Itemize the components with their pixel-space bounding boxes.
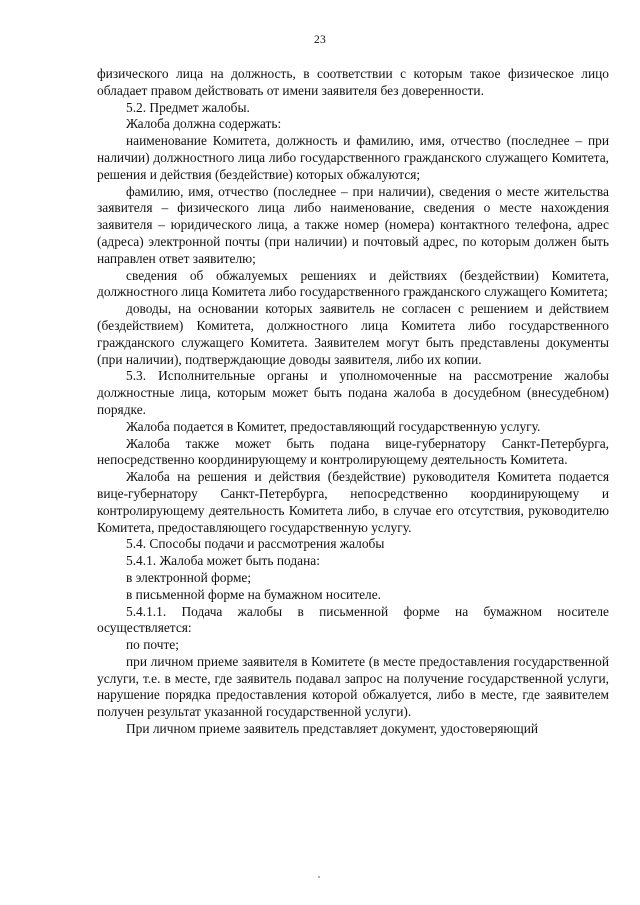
list-item: сведения об обжалуемых решениях и действиях (бездействии) Комитета, должностного лица Комитета либо государственного гражданского служащего Комитета; (97, 267, 609, 300)
list-item: по почте; (126, 637, 179, 653)
section-heading: 5.4. Способы подачи и рассмотрения жалобы (126, 536, 385, 552)
paragraph: физического лица на должность, в соответствии с которым такое физическое лицо обладает правом действовать от имени заявителя без доверенности. (97, 66, 609, 98)
list-item: наименование Комитета, должность и фамилию, имя, отчество (последнее – при наличии) должностного лица либо государственного гражданского служащего Комитета, решения и действия (бездействие) которых обжалуются; (97, 133, 609, 182)
paragraph: При личном приеме заявитель представляет документ, удостоверяющий (126, 721, 539, 737)
section-heading: 5.4.1.1. Подача жалобы в письменной форме на бумажном носителе осуществляется: (97, 603, 609, 636)
paragraph: Жалоба на решения и действия (бездействие) руководителя Комитета подается вице-губернатору Санкт-Петербурга, непосредственно координирующему и контролирующему деятельность Комитета либо, в случае его отсутствия, руководителю Комитета, предоставляющего государственную услугу. (97, 469, 609, 535)
page-number: 23 (314, 34, 326, 46)
list-item: при личном приеме заявителя в Комитете (в месте предоставления государственной услуги, т.е. в месте, где заявитель подавал запрос на получение государственной услуги, нарушение порядка предоставления которой обжалуется, либо в месте, где заявителем получен результат указанной государственной услуги). (97, 653, 609, 720)
document-body (97, 66, 609, 738)
list-item: в письменной форме на бумажном носителе. (126, 586, 381, 602)
section-heading: 5.2. Предмет жалобы. (126, 99, 250, 115)
scan-speck (318, 876, 320, 878)
section-heading: 5.3. Исполнительные органы и уполномоченные на рассмотрение жалобы должностные лица, которым может быть подана жалоба в досудебном (внесудебном) порядке. (97, 368, 609, 417)
list-item: фамилию, имя, отчество (последнее – при наличии), сведения о месте жительства заявителя – физического лица либо наименование, сведения о месте нахождения заявителя – юридического лица, а также номер (номера) контактного телефона, адрес (адреса) электронной почты (при наличии) и почтовый адрес, по которым должен быть направлен ответ заявителю; (97, 183, 609, 266)
paragraph: Жалоба также может быть подана вице-губернатору Санкт-Петербурга, непосредственно координирующему и контролирующему деятельность Комитета. (97, 435, 609, 468)
list-item: доводы, на основании которых заявитель не согласен с решением и действием (бездействием) Комитета, должностного лица Комитета либо государственного гражданского служащего Комитета. Заявителем могут быть представлены документы (при наличии), подтверждающие доводы заявителя, либо их копии. (97, 301, 609, 367)
list-item: в электронной форме; (126, 569, 252, 585)
paragraph: Жалоба подается в Комитет, предоставляющий государственную услугу. (126, 418, 541, 434)
section-heading: 5.4.1. Жалоба может быть подана: (126, 553, 320, 569)
paragraph: Жалоба должна содержать: (126, 116, 282, 132)
